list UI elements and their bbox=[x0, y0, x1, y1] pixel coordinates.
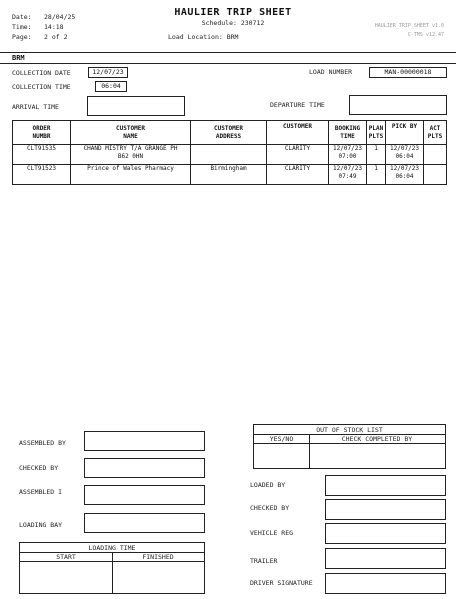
col-header-act-plts: ACT PLTS bbox=[424, 121, 447, 145]
load-number-field[interactable]: MAN-00000018 bbox=[369, 67, 447, 78]
orders-table bbox=[12, 120, 447, 185]
order-number-cell: CLT91523 bbox=[13, 165, 71, 185]
plan-pallets-cell: 1 bbox=[367, 165, 386, 185]
yes-no-field[interactable] bbox=[255, 445, 308, 467]
customer-cell: CLARITY bbox=[267, 165, 329, 185]
assembled-by-field[interactable] bbox=[84, 431, 205, 451]
customer-name-cell: Prince of Wales Pharmacy bbox=[71, 165, 191, 185]
start-label: START bbox=[56, 553, 76, 561]
order-number-cell: CLT91535 bbox=[13, 145, 71, 165]
date-label: Date: bbox=[12, 13, 32, 21]
time-value: 14:18 bbox=[44, 23, 64, 31]
col-header-pick-by: PICK BY bbox=[386, 121, 424, 145]
customer-address-cell bbox=[191, 145, 267, 165]
loaded-by-field[interactable] bbox=[325, 475, 446, 496]
vehicle-reg-label: VEHICLE REG bbox=[250, 529, 294, 537]
loading-finished-field[interactable] bbox=[114, 563, 203, 592]
checked-by-label: CHECKED BY bbox=[19, 464, 59, 472]
assembled-by-label: ASSEMBLED BY bbox=[19, 439, 66, 447]
yes-no-label: YES/NO bbox=[269, 435, 294, 443]
pick-by-cell: 12/07/23 06:04 bbox=[386, 165, 424, 185]
departure-time-field[interactable] bbox=[349, 95, 447, 115]
collection-time-label: COLLECTION TIME bbox=[12, 83, 71, 91]
page-label: Page: bbox=[12, 33, 32, 41]
loading-bay-field[interactable] bbox=[84, 513, 205, 533]
driver-signature-label: DRIVER SIGNATURE bbox=[250, 579, 313, 587]
loading-time-title: LOADING TIME bbox=[88, 544, 136, 552]
loading-start-field[interactable] bbox=[21, 563, 111, 592]
page-value: 2 of 2 bbox=[44, 33, 68, 41]
checked-by-field[interactable] bbox=[84, 458, 205, 478]
tms-version: C-TMS v12.47 bbox=[407, 32, 444, 38]
trailer-field[interactable] bbox=[325, 548, 446, 569]
collection-time-field[interactable]: 06:04 bbox=[95, 81, 127, 92]
table-row[interactable] bbox=[13, 165, 447, 185]
actual-pallets-cell[interactable] bbox=[424, 145, 447, 165]
booking-time-cell: 12/07/23 07:49 bbox=[329, 165, 367, 185]
section-divider bbox=[0, 63, 456, 64]
out-of-stock-title: OUT OF STOCK LIST bbox=[316, 426, 383, 434]
pick-by-cell: 12/07/23 06:04 bbox=[386, 145, 424, 165]
load-number-label: LOAD NUMBER bbox=[309, 68, 353, 76]
table-header-row bbox=[13, 121, 447, 145]
page-title: HAULIER TRIP SHEET bbox=[174, 7, 292, 18]
loading-time-grid bbox=[19, 542, 205, 594]
trailer-label: TRAILER bbox=[250, 557, 278, 565]
customer-cell: CLARITY bbox=[267, 145, 329, 165]
vehicle-reg-field[interactable] bbox=[325, 523, 446, 544]
check-completed-by-label: CHECK COMPLETED BY bbox=[341, 435, 413, 443]
col-header-customer-address: CUSTOMER ADDRESS bbox=[191, 121, 267, 145]
booking-time-cell: 12/07/23 07:00 bbox=[329, 145, 367, 165]
check-completed-by-field[interactable] bbox=[311, 445, 444, 467]
customer-address-cell: Birmingham bbox=[191, 165, 267, 185]
driver-signature-field[interactable] bbox=[325, 573, 446, 594]
col-header-customer-name: CUSTOMER NAME bbox=[71, 121, 191, 145]
col-header-booking-time: BOOKING TIME bbox=[329, 121, 367, 145]
checked-by-right-field[interactable] bbox=[325, 499, 446, 520]
plan-pallets-cell: 1 bbox=[367, 145, 386, 165]
col-header-plan-plts: PLAN PLTS bbox=[367, 121, 386, 145]
schedule-number: Schedule: 230712 bbox=[201, 19, 265, 27]
col-header-order: ORDER NUMBR bbox=[13, 121, 71, 145]
load-location: Load Location: BRM bbox=[168, 33, 239, 41]
header-divider bbox=[0, 52, 456, 53]
arrival-time-field[interactable] bbox=[87, 96, 185, 116]
assembled-i-label: ASSEMBLED I bbox=[19, 488, 63, 496]
time-label: Time: bbox=[12, 23, 32, 31]
col-header-customer: CUSTOMER bbox=[267, 121, 329, 145]
loaded-by-label: LOADED BY bbox=[250, 481, 286, 489]
table-row[interactable] bbox=[13, 145, 447, 165]
date-value: 28/04/25 bbox=[44, 13, 76, 21]
checked-by-right-label: CHECKED BY bbox=[250, 504, 290, 512]
finished-label: FINISHED bbox=[142, 553, 174, 561]
collection-date-field[interactable]: 12/07/23 bbox=[88, 67, 128, 78]
assembled-i-field[interactable] bbox=[84, 485, 205, 505]
customer-name-cell: CHAND MISTRY T/A GRANGE PH B62 0HN bbox=[71, 145, 191, 165]
section-name: BRM bbox=[12, 54, 25, 62]
departure-time-label: DEPARTURE TIME bbox=[270, 101, 325, 109]
actual-pallets-cell[interactable] bbox=[424, 165, 447, 185]
collection-date-label: COLLECTION DATE bbox=[12, 69, 71, 77]
loading-bay-label: LOADING BAY bbox=[19, 521, 63, 529]
report-id: HAULIER_TRIP_SHEET v1.0 bbox=[374, 23, 444, 29]
out-of-stock-grid bbox=[253, 424, 446, 469]
arrival-time-label: ARRIVAL TIME bbox=[12, 103, 59, 111]
